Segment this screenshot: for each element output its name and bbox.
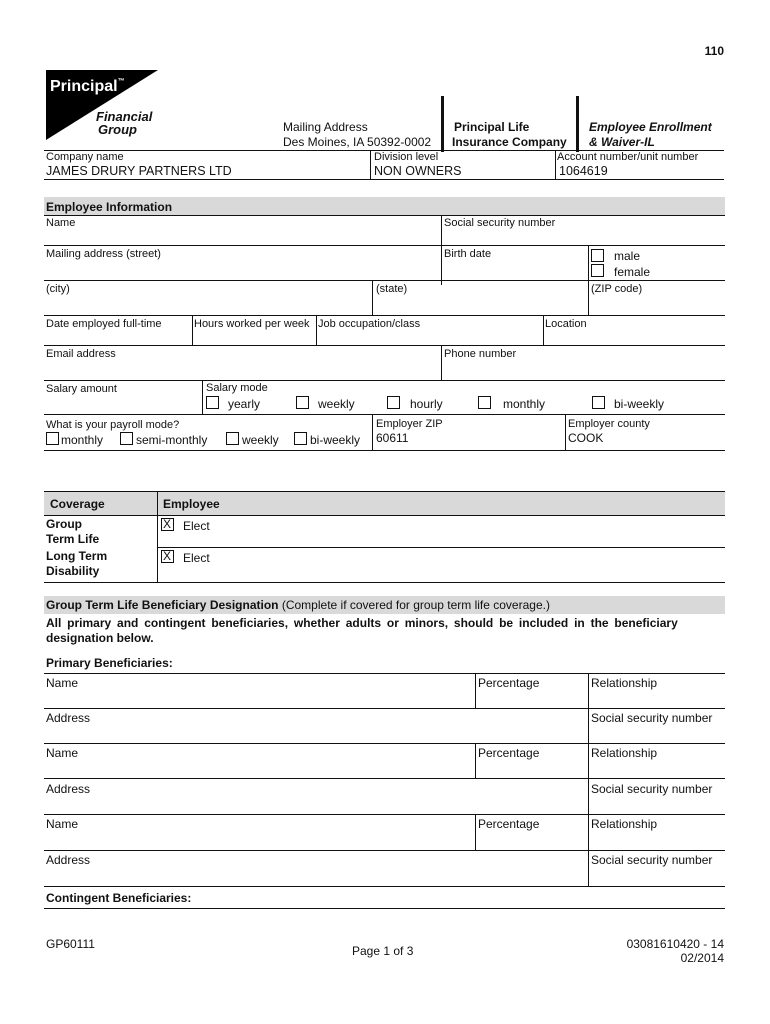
beneficiary-2-address-label: Address [46, 782, 91, 796]
employee-col-header: Employee [163, 497, 220, 511]
form-code: GP60111 [46, 937, 95, 951]
logo-line2: Group [98, 122, 137, 137]
zip-label: (ZIP code) [591, 283, 643, 295]
location-label: Location [545, 318, 587, 330]
salary-mode-biweekly-label: bi-weekly [614, 397, 665, 411]
male-checkbox[interactable] [591, 249, 604, 262]
long-term-disability-elect-checkbox[interactable] [161, 550, 174, 563]
beneficiary-1-relationship-label: Relationship [591, 676, 658, 690]
beneficiary-3-percentage-label: Percentage [478, 817, 540, 831]
mailing-address-city: Des Moines, IA 50392-0002 [283, 135, 432, 149]
logo-subtitle [96, 110, 152, 136]
logo-brand: Principal [50, 78, 118, 95]
form-title-line2: & Waiver-IL [589, 135, 655, 149]
company-name-value[interactable]: JAMES DRURY PARTNERS LTD [46, 164, 232, 178]
beneficiary-3-address-label: Address [46, 853, 91, 867]
coverage-col-header: Coverage [50, 497, 105, 511]
salary-mode-weekly-label: weekly [318, 397, 355, 411]
header-divider-1 [441, 96, 444, 152]
payroll-monthly-label: monthly [61, 433, 104, 447]
payroll-biweekly-label: bi-weekly [310, 433, 361, 447]
document-number: 03081610420 - 14 [626, 937, 724, 951]
date-employed-label: Date employed full-time [46, 318, 162, 330]
salary-mode-yearly-label: yearly [228, 397, 261, 411]
payroll-weekly-label: weekly [242, 433, 279, 447]
coverage-row-2-line1: Long Term [46, 549, 108, 563]
email-label: Email address [46, 348, 116, 360]
beneficiary-instruction-line1: All primary and contingent beneficiaries, whether adults or minors, should be included in the beneficiary [46, 616, 678, 630]
employer-zip-value[interactable]: 60611 [376, 431, 409, 445]
employer-county-value[interactable]: COOK [568, 431, 604, 445]
salary-mode-weekly-checkbox[interactable] [296, 396, 309, 409]
employee-section-title: Employee Information [46, 200, 173, 214]
account-label: Account number/unit number [557, 151, 699, 163]
coverage-header [44, 491, 725, 515]
principal-logo [46, 70, 158, 140]
logo-tm: ™ [117, 78, 125, 85]
female-label: female [614, 265, 651, 279]
state-label: (state) [376, 283, 408, 295]
form-title-line1: Employee Enrollment [589, 120, 712, 134]
job-label: Job occupation/class [318, 318, 421, 330]
logo-line1: Financial [96, 109, 153, 124]
mailing-address-label: Mailing Address [283, 120, 368, 134]
beneficiary-2-relationship-label: Relationship [591, 746, 658, 760]
phone-label: Phone number [444, 348, 517, 360]
coverage-row-2-line2: Disability [46, 564, 100, 578]
payroll-weekly-checkbox[interactable] [226, 432, 239, 445]
page-indicator: Page 1 of 3 [352, 944, 414, 958]
beneficiary-instruction-line2: designation below. [46, 631, 154, 645]
employer-county-label: Employer county [568, 418, 650, 430]
employee-ssn-label: Social security number [444, 217, 556, 229]
employee-name-label: Name [46, 217, 76, 229]
company-name-line2: Insurance Company [452, 135, 567, 149]
coverage-row-1-line1: Group [46, 517, 82, 531]
company-name-line1: Principal Life [454, 120, 530, 134]
beneficiary-2-ssn-label: Social security number [591, 782, 713, 796]
payroll-mode-question: What is your payroll mode? [46, 419, 180, 431]
coverage-row-group-term-life [46, 517, 99, 547]
beneficiary-title-note: (Complete if covered for group term life coverage.) [281, 598, 550, 612]
beneficiary-3-name-label: Name [46, 817, 79, 831]
salary-mode-yearly-checkbox[interactable] [206, 396, 219, 409]
payroll-semimonthly-label: semi-monthly [136, 433, 208, 447]
beneficiary-section-title [46, 598, 550, 612]
beneficiary-3-relationship-label: Relationship [591, 817, 658, 831]
group-term-life-elect-label: Elect [183, 519, 210, 533]
beneficiary-3-ssn-label: Social security number [591, 853, 713, 867]
salary-mode-hourly-label: hourly [410, 397, 443, 411]
salary-mode-biweekly-checkbox[interactable] [592, 396, 605, 409]
payroll-biweekly-checkbox[interactable] [294, 432, 307, 445]
payroll-monthly-checkbox[interactable] [46, 432, 59, 445]
form-date: 02/2014 [680, 951, 724, 965]
long-term-disability-elect-label: Elect [183, 551, 210, 565]
group-term-life-elect-checkbox[interactable] [161, 518, 174, 531]
beneficiary-1-address-label: Address [46, 711, 91, 725]
company-name-label: Company name [46, 151, 124, 163]
beneficiary-1-percentage-label: Percentage [478, 676, 540, 690]
beneficiary-2-name-label: Name [46, 746, 79, 760]
salary-mode-monthly-checkbox[interactable] [478, 396, 491, 409]
street-label: Mailing address (street) [46, 248, 161, 260]
salary-mode-label: Salary mode [206, 382, 268, 394]
beneficiary-title: Group Term Life Beneficiary Designation [46, 598, 279, 612]
account-value[interactable]: 1064619 [559, 164, 608, 178]
salary-mode-monthly-label: monthly [503, 397, 546, 411]
birth-date-label: Birth date [444, 248, 492, 260]
hours-label: Hours worked per week [194, 318, 310, 330]
payroll-semimonthly-checkbox[interactable] [120, 432, 133, 445]
female-checkbox[interactable] [591, 264, 604, 277]
division-value[interactable]: NON OWNERS [374, 164, 462, 178]
beneficiary-2-percentage-label: Percentage [478, 746, 540, 760]
division-label: Division level [374, 151, 439, 163]
beneficiary-1-ssn-label: Social security number [591, 711, 713, 725]
page-number: 110 [704, 44, 724, 58]
contingent-beneficiaries-heading: Contingent Beneficiaries: [46, 891, 192, 905]
employer-zip-label: Employer ZIP [376, 418, 443, 430]
salary-mode-hourly-checkbox[interactable] [387, 396, 400, 409]
header-divider-2 [576, 96, 579, 152]
primary-beneficiaries-heading: Primary Beneficiaries: [46, 656, 173, 670]
coverage-row-1-line2: Term Life [46, 532, 100, 546]
beneficiary-1-name-label: Name [46, 676, 79, 690]
male-label: male [614, 249, 641, 263]
coverage-row-long-term-disability [46, 549, 107, 579]
salary-amount-label: Salary amount [46, 383, 117, 395]
city-label: (city) [46, 283, 70, 295]
